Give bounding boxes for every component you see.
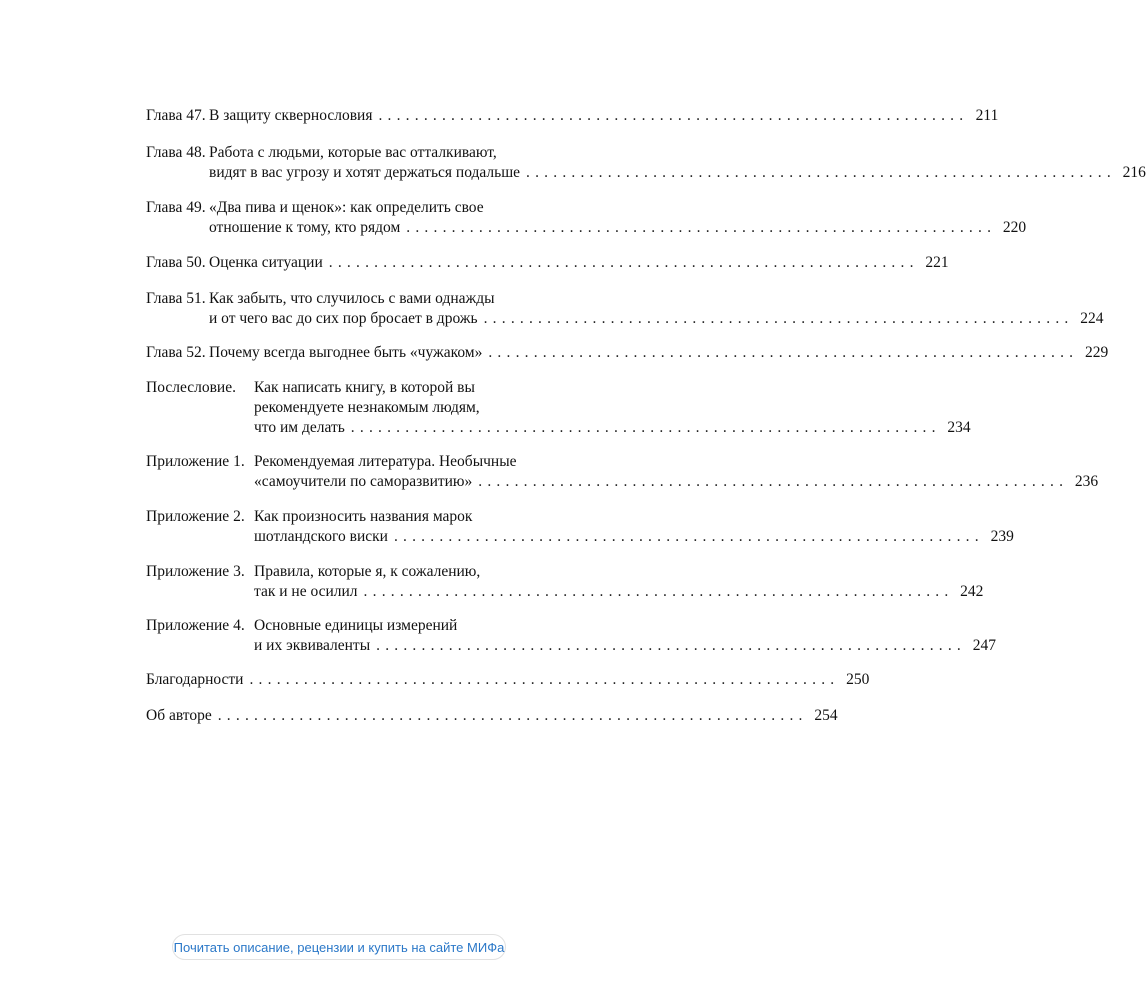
toc-entry-title: Оценка ситуации <box>209 254 323 271</box>
toc-entry-label: Глава 51. <box>146 290 206 307</box>
toc-entry-title: видят в вас угрозу и хотят держаться подальше <box>209 164 521 181</box>
toc-entry-label: Глава 49. <box>146 199 206 216</box>
toc-page-number: 221 <box>925 254 949 271</box>
toc-entry-title: Правила, которые я, к сожалению, <box>254 563 481 580</box>
toc-page-number: 236 <box>1074 473 1099 490</box>
toc-page-number: 242 <box>960 583 984 600</box>
toc-entry-label: Послесловие. <box>146 379 236 396</box>
toc-entry-label: Приложение 2. <box>146 508 245 525</box>
toc-page-number: 224 <box>1080 310 1104 327</box>
toc-page-number: 250 <box>846 671 870 688</box>
toc-entry-label: Глава 47. <box>146 107 206 124</box>
dot-leader: ................................................................. <box>526 164 1116 181</box>
toc-entry-title: «самоучители по саморазвитию» <box>254 473 473 490</box>
toc-entry-title: так и не осилил <box>254 583 358 600</box>
dot-leader: ................................................................. <box>376 637 966 654</box>
toc-page-number: 247 <box>972 637 996 654</box>
toc-entry-label: Приложение 4. <box>146 617 245 634</box>
toc-entry-title: отношение к тому, кто рядом <box>209 219 401 236</box>
dot-leader: ................................................................. <box>378 107 969 124</box>
dot-leader: ................................................................. <box>393 528 984 545</box>
toc-entry-title: и от чего вас до сих пор бросает в дрожь <box>209 310 478 327</box>
toc-entry-title: Работа с людьми, которые вас отталкивают, <box>209 144 497 161</box>
toc-entry-title: Об авторе <box>146 707 212 724</box>
buy-on-mif-link[interactable]: Почитать описание, рецензии и купить на сайте МИФа <box>172 934 506 960</box>
dot-leader: ................................................................. <box>406 219 997 236</box>
toc-entry-title: «Два пива и щенок»: как определить свое <box>209 199 484 216</box>
toc-entry-title: Как написать книгу, в которой вы <box>254 379 475 396</box>
toc-entry-title: и их эквиваленты <box>254 637 371 654</box>
toc-entry-title: В защиту сквернословия <box>209 107 373 124</box>
toc-page-number: 239 <box>990 528 1014 545</box>
dot-leader: ................................................................. <box>217 707 808 724</box>
toc-entry-label: Приложение 3. <box>146 563 245 580</box>
toc-entry-title: Как произносить названия марок <box>254 508 473 525</box>
toc-entry-title: что им делать <box>254 419 345 436</box>
toc-page-number: 216 <box>1122 164 1146 181</box>
toc-page-number: 234 <box>947 419 971 436</box>
toc-entry-title: Почему всегда выгоднее быть «чужаком» <box>209 344 483 361</box>
toc-entry-title: рекомендуете незнакомым людям, <box>254 399 480 416</box>
dot-leader: ................................................................. <box>249 671 840 688</box>
dot-leader: ................................................................. <box>363 583 954 600</box>
toc-entry-title: Как забыть, что случилось с вами однажды <box>209 290 495 307</box>
toc-entry-title: Основные единицы измерений <box>254 617 458 634</box>
dot-leader: ................................................................. <box>488 344 1079 361</box>
toc-entry-title: шотландского виски <box>254 528 388 545</box>
toc-page-number: 229 <box>1084 344 1109 361</box>
dot-leader: ................................................................. <box>328 254 919 271</box>
toc-entry-label: Глава 52. <box>146 344 206 361</box>
dot-leader: ................................................................. <box>350 419 941 436</box>
toc-page-number: 220 <box>1002 219 1027 236</box>
dot-leader: ................................................................. <box>483 310 1074 327</box>
toc-page-number: 254 <box>814 707 838 724</box>
toc-entry-title: Благодарности <box>146 671 244 688</box>
toc-entry-label: Глава 48. <box>146 144 206 161</box>
toc-page-number: 211 <box>975 107 999 124</box>
toc-entry-title: Рекомендуемая литература. Необычные <box>254 453 517 470</box>
dot-leader: ................................................................. <box>478 473 1069 490</box>
toc-entry-label: Глава 50. <box>146 254 206 271</box>
toc-entry-label: Приложение 1. <box>146 453 245 470</box>
